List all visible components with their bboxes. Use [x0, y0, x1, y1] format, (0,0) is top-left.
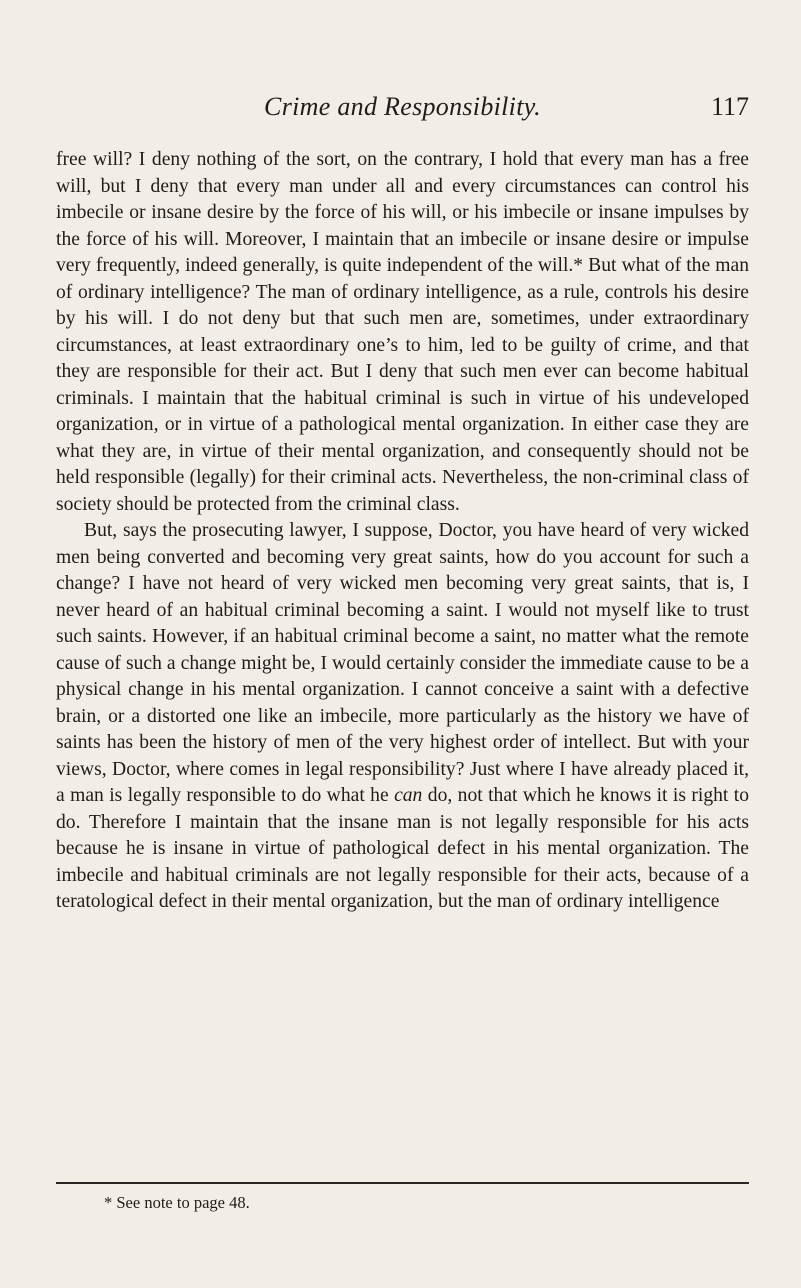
page-number: 117: [710, 92, 749, 121]
footnote-divider: [56, 1182, 749, 1184]
paragraph-2: [56, 518, 749, 916]
emphasized-word: can: [394, 785, 423, 806]
paragraph-2-part-1: But, says the prosecuting lawyer, I suppose, Doctor, you have heard of very wicked men being converted and becoming very great saints, how do you account for such a change? I have not heard of very wicked men becoming very great saints, that is, I never heard of an habitual criminal becoming a saint. I would not myself like to trust such saints. However, if an habitual criminal become a saint, no matter what the remote cause of such a change might be, I would certainly consider the immediate cause to be a physical change in his mental organization. I cannot conceive a saint with a defective brain, or a distorted one like an imbecile, more particularly as the history we have of saints has been the history of men of the very highest order of intellect. But with your views, Doctor, where comes in legal responsibility? Just where I have already placed it, a man is legally responsible to do what he: [56, 520, 749, 806]
footnote: * See note to page 48.: [104, 1193, 250, 1212]
body-text: [56, 147, 749, 916]
paragraph-2-part-2: do, not that which he knows it is right to do. Therefore I maintain that the insane man is not legally responsible for his acts because he is insane in virtue of pathological defect in his mental organization. The imbecile and habitual criminals are not legally responsible for their acts, because of a teratological defect in their mental organization, but the man of ordinary intelligence: [56, 785, 749, 912]
running-title: Crime and Responsibility.: [264, 92, 541, 121]
paragraph-1: free will? I deny nothing of the sort, on the contrary, I hold that every man has a free will, but I deny that every man under all and every circumstances can control his imbecile or insane desire by the force of his will, or his imbecile or insane impulses by the force of his will. Moreover, I maintain that an imbecile or insane desire or impulse very frequently, indeed generally, is quite independent of the will.* But what of the man of ordinary intelligence? The man of ordinary intelligence, as a rule, controls his desire by his will. I do not deny but that such men are, sometimes, under extraordinary circumstances, at least extraordinary one’s to him, led to be guilty of crime, and that they are responsible for their act. But I deny that such men ever can become habitual criminals. I maintain that the habitual criminal is such in virtue of his undeveloped organization, or in virtue of a pathological mental organization. In either case they are what they are, in virtue of their mental organization, and consequently should not be held responsible (legally) for their criminal acts. Nevertheless, the non-criminal class of society should be protected from the criminal class.: [56, 149, 749, 515]
running-head: [56, 92, 749, 132]
